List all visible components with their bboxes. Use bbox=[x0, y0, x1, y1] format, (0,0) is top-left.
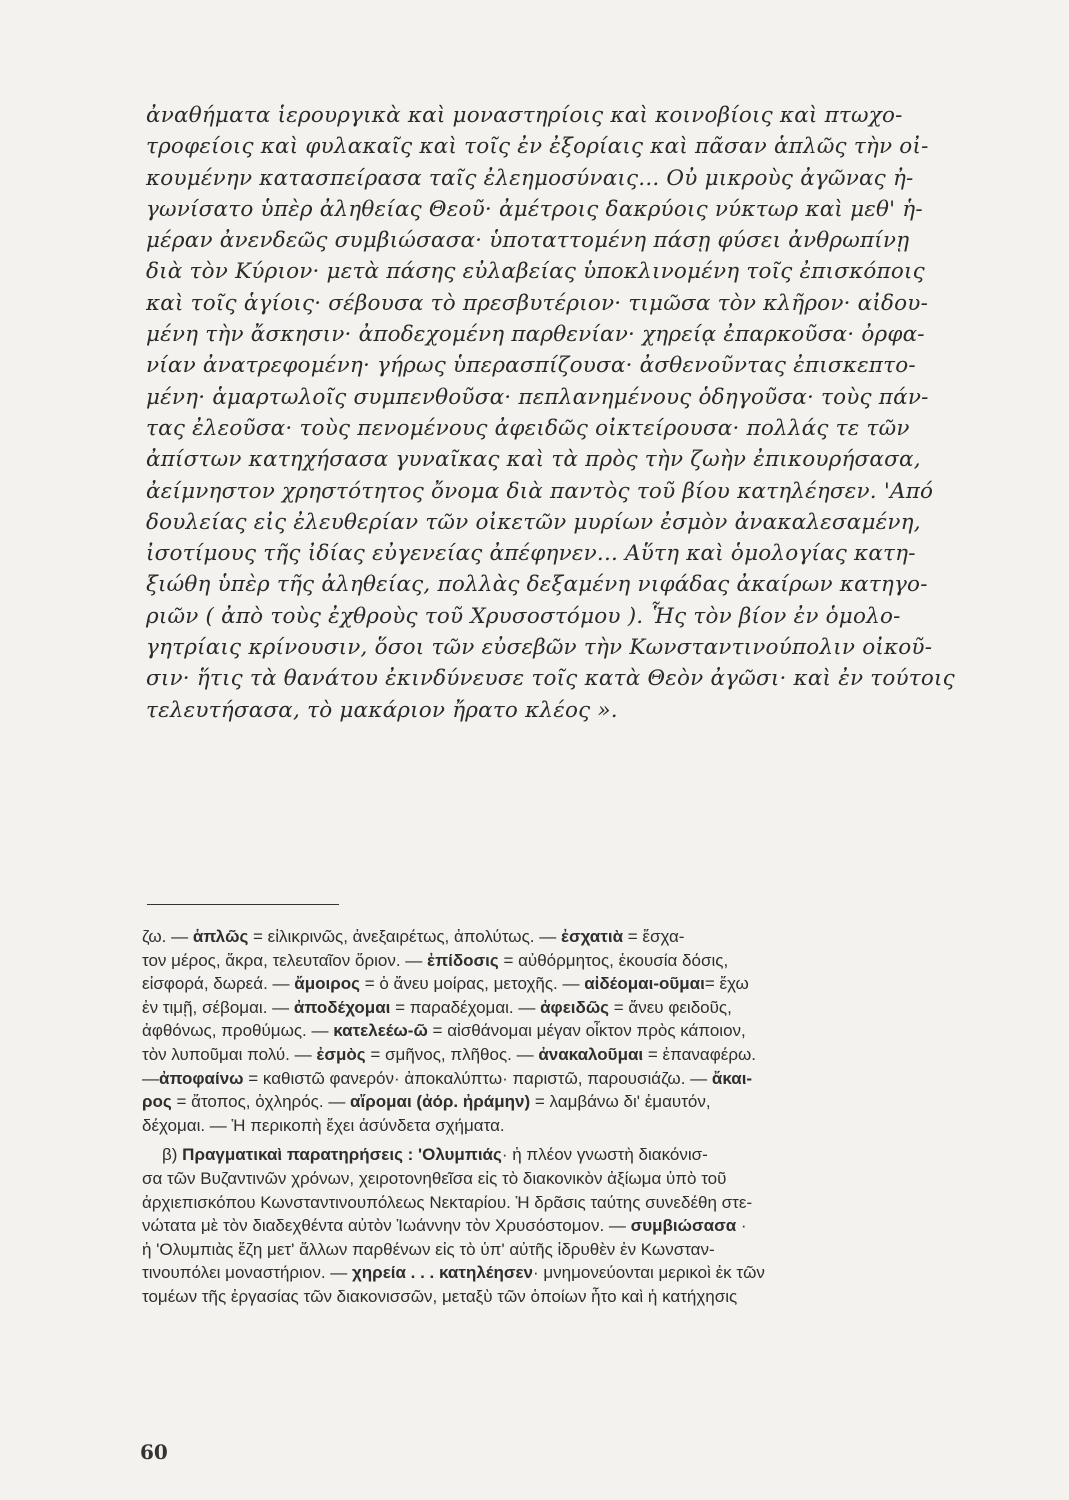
note-text: = ἄτοπος, ὀχληρός. — bbox=[171, 1092, 351, 1112]
text-line: μέραν ἀνενδεῶς συμβιώσασα· ὑποταττομένη πάσῃ φύσει ἀνθρωπίνῃ bbox=[146, 228, 910, 254]
text-line: σιν· ἥτις τὰ θανάτου ἐκινδύνευσε τοῖς κατὰ Θεὸν ἀγῶσι· καὶ ἐν τούτοις bbox=[146, 666, 955, 692]
note-text: = εἰλικρινῶς, ἀνεξαιρέτως, ἀπολύτως. — bbox=[248, 927, 561, 946]
note-text: · μνημονεύονται μερικοὶ ἐκ τῶν bbox=[533, 1263, 765, 1283]
note-text: ἐν τιμῇ, σέβομαι. — bbox=[142, 997, 294, 1017]
text-line: τελευτήσασα, τὸ μακάριον ἤρατο κλέος ». bbox=[146, 697, 618, 723]
text-line: τροφείοις καὶ φυλακαῖς καὶ τοῖς ἐν ἐξορίαις καὶ πᾶσαν ἁπλῶς τὴν οἰ- bbox=[146, 134, 929, 160]
note-text: ἀφθόνως, προθύμως. — bbox=[142, 1021, 334, 1041]
page-number: 60 bbox=[140, 1440, 168, 1464]
note-term: ἐσχατιὰ bbox=[560, 927, 624, 946]
note-text: = καθιστῶ φανερόν· ἀποκαλύπτω· παριστῶ, παρουσιάζω. — bbox=[243, 1068, 712, 1088]
note-line bbox=[142, 1261, 1024, 1285]
text-line: ἀείμνηστον χρηστότητος ὄνομα διὰ παντὸς τοῦ βίου κατηλέησεν. 'Από bbox=[146, 478, 934, 504]
text-line: γητρίαις κρίνουσιν, ὅσοι τῶν εὐσεβῶν τὴν Κωνσταντινούπολιν οἰκοῦ- bbox=[146, 635, 933, 661]
note-text: = ἐπαναφέρω. bbox=[643, 1044, 757, 1064]
note-text: = ἄνευ φειδοῦς, bbox=[609, 997, 732, 1017]
note-text: τὸν λυποῦμαι πολύ. — bbox=[142, 1044, 317, 1064]
text-line: μένη· ἁμαρτωλοῖς συμπενθοῦσα· πεπλανημένους ὁδηγοῦσα· τοὺς πάν- bbox=[146, 384, 929, 410]
note-term: συμβιώσασα bbox=[630, 1216, 737, 1236]
note-term: ἄκαι- bbox=[711, 1068, 753, 1088]
note-text: · ἡ πλέον γνωστὴ διακόνισ- bbox=[501, 1145, 708, 1165]
note-term: ἁπλῶς bbox=[192, 927, 249, 946]
text-line: ξιώθη ὑπὲρ τῆς ἀληθείας, πολλὰς δεξαμένη νιφάδας ἀκαίρων κατηγο- bbox=[146, 572, 928, 598]
note-term: αἰδέομαι-οῦμαι bbox=[584, 974, 705, 994]
note-line bbox=[142, 1067, 1024, 1091]
text-line: ἰσοτίμους τῆς ἰδίας εὐγενείας ἀπέφηνεν... Αὕτη καὶ ὁμολογίας κατη- bbox=[146, 541, 916, 567]
text-line: δουλείας εἰς ἐλευθερίαν τῶν οἰκετῶν μυρίων ἐσμὸν ἀνακαλεσαμένη, bbox=[146, 509, 921, 535]
note-text: ζω. — bbox=[142, 927, 193, 946]
note-line bbox=[142, 996, 1024, 1020]
main-text-block bbox=[146, 100, 1022, 726]
text-line: ἀπίστων κατηχήσασα γυναῖκας καὶ τὰ πρὸς τὴν ζωὴν ἐπικουρήσασα, bbox=[146, 447, 921, 473]
note-term: αἴρομαι (ἀόρ. ἠράμην) bbox=[350, 1092, 531, 1112]
note-line bbox=[142, 972, 1024, 996]
note-term: κατελεέω-ῶ bbox=[333, 1021, 428, 1041]
note-line bbox=[142, 1143, 1024, 1167]
note-line bbox=[142, 1214, 1024, 1238]
footnote-divider bbox=[147, 904, 339, 905]
note-text: ἀρχιεπισκόπου Κωνσταντινουπόλεως Νεκταρίου. Ἡ δρᾶσις ταύτης συνεδέθη στε- bbox=[142, 1192, 753, 1212]
note-text: = λαμβάνω δι' ἐμαυτόν, bbox=[530, 1092, 711, 1112]
text-line: μένη τὴν ἄσκησιν· ἀποδεχομένη παρθενίαν· χηρείᾳ ἐπαρκοῦσα· ὀρφα- bbox=[146, 322, 925, 348]
note-line bbox=[142, 1043, 1024, 1067]
note-heading: Πραγματικαὶ παρατηρήσεις : 'Ολυμπιάς bbox=[182, 1145, 502, 1165]
note-term: ἀποδέχομαι bbox=[293, 997, 391, 1017]
note-line bbox=[142, 1090, 1024, 1114]
note-line bbox=[142, 1285, 1024, 1309]
note-term: χηρεία . . . κατηλέησεν bbox=[352, 1263, 533, 1283]
note-line bbox=[142, 949, 1024, 973]
note-text: τον μέρος, ἄκρα, τελευταῖον ὅριον. — bbox=[142, 950, 428, 970]
text-line: γωνίσατο ὑπὲρ ἀληθείας Θεοῦ· ἀμέτροις δακρύοις νύκτωρ καὶ μεθ' ἡ- bbox=[146, 196, 923, 222]
note-text: = αὐθόρμητος, ἑκουσία δόσις, bbox=[498, 950, 729, 970]
note-text: = ὁ ἄνευ μοίρας, μετοχῆς. — bbox=[359, 974, 585, 994]
text-line: νίαν ἀνατρεφομένη· γήρως ὑπερασπίζουσα· ἀσθενοῦντας ἐπισκεπτο- bbox=[146, 353, 916, 379]
text-line: διὰ τὸν Κύριον· μετὰ πάσης εὐλαβείας ὑποκλινομένη τοῖς ἐπισκόποις bbox=[146, 259, 925, 285]
note-text: · bbox=[736, 1216, 747, 1236]
note-text: τινουπόλει μοναστήριον. — bbox=[142, 1263, 352, 1283]
note-term: ἐπίδοσις bbox=[427, 950, 499, 970]
note-text: σα τῶν Βυζαντινῶν χρόνων, χειροτονηθεῖσα εἰς τὸ διακονικὸν ἀξίωμα ὑπὸ τοῦ bbox=[142, 1168, 727, 1188]
note-text: = ἔσχα- bbox=[623, 927, 685, 946]
text-line: ριῶν ( ἀπὸ τοὺς ἐχθροὺς τοῦ Χρυσοστόμου ). Ἧς τὸν βίον ἐν ὁμολο- bbox=[146, 603, 901, 629]
note-term: ρος bbox=[142, 1092, 172, 1112]
note-term: ἐσμὸς bbox=[316, 1044, 366, 1064]
note-line bbox=[142, 1114, 1024, 1138]
note-line bbox=[142, 1238, 1024, 1262]
text-line: τας ἐλεοῦσα· τοὺς πενομένους ἀφειδῶς οἰκτείρουσα· πολλάς τε τῶν bbox=[146, 415, 910, 441]
note-line bbox=[142, 1167, 1024, 1191]
text-line: καὶ τοῖς ἁγίοις· σέβουσα τὸ πρεσβυτέριον· τιμῶσα τὸν κλῆρον· αἰδου- bbox=[146, 290, 929, 316]
note-text: = αἰσθάνομαι μέγαν οἶκτον πρὸς κάποιον, bbox=[427, 1021, 746, 1041]
glossary-notes bbox=[142, 925, 1024, 1309]
note-line bbox=[142, 1191, 1024, 1215]
note-text: β) bbox=[162, 1145, 183, 1165]
note-term: ἀποφαίνω bbox=[159, 1068, 244, 1088]
text-line: ἀναθήματα ἱερουργικὰ καὶ μοναστηρίοις καὶ κοινοβίοις καὶ πτωχο- bbox=[146, 103, 903, 128]
note-text: = σμῆνος, πλῆθος. — bbox=[365, 1044, 539, 1064]
note-text: — bbox=[142, 1068, 159, 1088]
note-text: = ἔχω bbox=[704, 974, 749, 994]
note-text: δέχομαι. — Ἡ περικοπὴ ἔχει ἀσύνδετα σχήματα. bbox=[142, 1115, 505, 1135]
text-line: κουμένην κατασπείρασα ταῖς ἐλεημοσύναις... Οὐ μικροὺς ἀγῶνας ἠ- bbox=[146, 165, 914, 191]
note-text: τομέων τῆς ἐργασίας τῶν διακονισσῶν, μεταξὺ τῶν ὁποίων ἦτο καὶ ἡ κατήχησις bbox=[142, 1286, 738, 1306]
note-term: ἀφειδῶς bbox=[540, 997, 610, 1017]
note-text: = παραδέχομαι. — bbox=[390, 997, 541, 1017]
note-line bbox=[142, 925, 1024, 949]
note-term: ἀνακαλοῦμαι bbox=[538, 1044, 644, 1064]
note-line bbox=[142, 1019, 1024, 1043]
note-text: νώτατα μὲ τὸν διαδεχθέντα αὐτὸν Ἰωάννην τὸν Χρυσόστομον. — bbox=[142, 1216, 631, 1236]
note-text: εἰσφορά, δωρεά. — bbox=[142, 974, 295, 994]
note-term: ἄμοιρος bbox=[294, 974, 360, 994]
note-text: ἡ 'Ολυμπιὰς ἔζη μετ' ἄλλων παρθένων εἰς τὸ ὑπ' αὐτῆς ἱδρυθὲν ἐν Κωνσταν- bbox=[142, 1239, 715, 1259]
